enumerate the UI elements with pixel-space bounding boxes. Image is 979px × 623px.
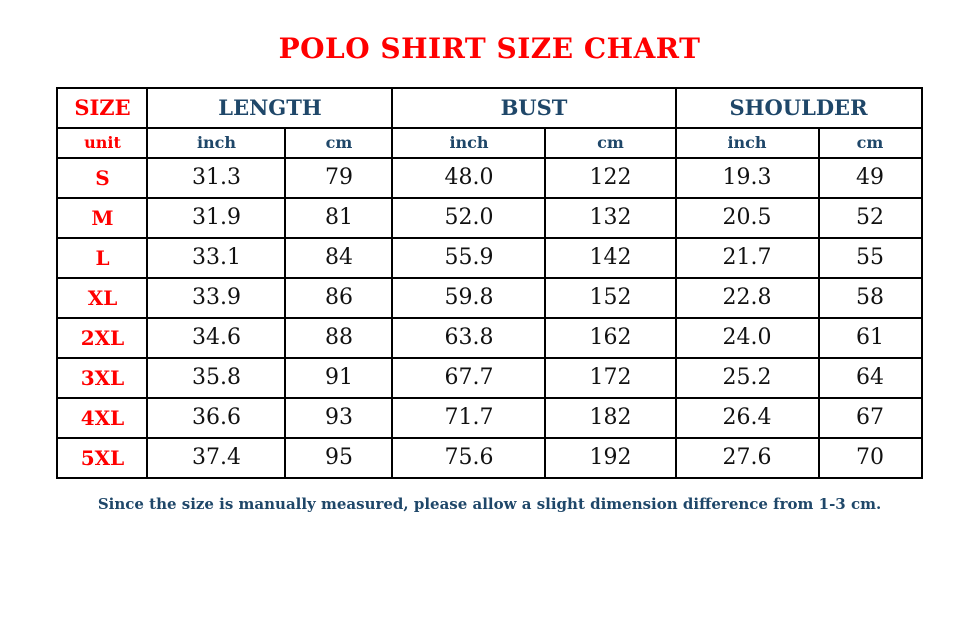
measurement-value: 55.9 bbox=[392, 238, 545, 278]
measurement-value: 91 bbox=[285, 358, 392, 398]
size-label: M bbox=[57, 198, 147, 238]
header-shoulder: SHOULDER bbox=[676, 88, 922, 128]
header-length: LENGTH bbox=[147, 88, 392, 128]
column-group-header-row bbox=[57, 88, 921, 128]
measurement-value: 67 bbox=[819, 398, 922, 438]
unit-header-row bbox=[57, 128, 921, 158]
measurement-value: 35.8 bbox=[147, 358, 285, 398]
table-row bbox=[57, 398, 921, 438]
measurement-value: 84 bbox=[285, 238, 392, 278]
measurement-value: 162 bbox=[545, 318, 675, 358]
measurement-value: 122 bbox=[545, 158, 675, 198]
header-size: SIZE bbox=[57, 88, 147, 128]
measurement-value: 70 bbox=[819, 438, 922, 478]
measurement-value: 71.7 bbox=[392, 398, 545, 438]
measurement-value: 59.8 bbox=[392, 278, 545, 318]
size-label: 3XL bbox=[57, 358, 147, 398]
measurement-value: 27.6 bbox=[676, 438, 819, 478]
measurement-value: 79 bbox=[285, 158, 392, 198]
measurement-value: 55 bbox=[819, 238, 922, 278]
size-label: 2XL bbox=[57, 318, 147, 358]
measurement-value: 152 bbox=[545, 278, 675, 318]
measurement-value: 37.4 bbox=[147, 438, 285, 478]
measurement-note: Since the size is manually measured, please allow a slight dimension difference from 1-3 cm. bbox=[97, 494, 882, 513]
measurement-value: 22.8 bbox=[676, 278, 819, 318]
measurement-value: 67.7 bbox=[392, 358, 545, 398]
table-row bbox=[57, 358, 921, 398]
unit-length-inch: inch bbox=[147, 128, 285, 158]
table-row bbox=[57, 158, 921, 198]
measurement-value: 142 bbox=[545, 238, 675, 278]
unit-label: unit bbox=[57, 128, 147, 158]
measurement-value: 182 bbox=[545, 398, 675, 438]
table-row bbox=[57, 238, 921, 278]
measurement-value: 20.5 bbox=[676, 198, 819, 238]
measurement-value: 63.8 bbox=[392, 318, 545, 358]
measurement-value: 88 bbox=[285, 318, 392, 358]
measurement-value: 21.7 bbox=[676, 238, 819, 278]
unit-shoulder-inch: inch bbox=[676, 128, 819, 158]
size-label: 4XL bbox=[57, 398, 147, 438]
size-label: 5XL bbox=[57, 438, 147, 478]
size-rows-body bbox=[57, 158, 921, 478]
unit-shoulder-cm: cm bbox=[819, 128, 922, 158]
size-label: S bbox=[57, 158, 147, 198]
measurement-value: 49 bbox=[819, 158, 922, 198]
measurement-value: 95 bbox=[285, 438, 392, 478]
measurement-value: 19.3 bbox=[676, 158, 819, 198]
measurement-value: 31.3 bbox=[147, 158, 285, 198]
size-label: XL bbox=[57, 278, 147, 318]
measurement-value: 132 bbox=[545, 198, 675, 238]
measurement-value: 26.4 bbox=[676, 398, 819, 438]
measurement-value: 24.0 bbox=[676, 318, 819, 358]
unit-bust-cm: cm bbox=[545, 128, 675, 158]
measurement-value: 81 bbox=[285, 198, 392, 238]
measurement-value: 36.6 bbox=[147, 398, 285, 438]
measurement-value: 52 bbox=[819, 198, 922, 238]
measurement-value: 192 bbox=[545, 438, 675, 478]
table-row bbox=[57, 278, 921, 318]
page-title: POLO SHIRT SIZE CHART bbox=[278, 32, 701, 65]
measurement-value: 31.9 bbox=[147, 198, 285, 238]
measurement-value: 25.2 bbox=[676, 358, 819, 398]
measurement-value: 33.1 bbox=[147, 238, 285, 278]
header-bust: BUST bbox=[392, 88, 675, 128]
table-row bbox=[57, 318, 921, 358]
table-row bbox=[57, 438, 921, 478]
measurement-value: 48.0 bbox=[392, 158, 545, 198]
measurement-value: 64 bbox=[819, 358, 922, 398]
measurement-value: 93 bbox=[285, 398, 392, 438]
measurement-value: 172 bbox=[545, 358, 675, 398]
unit-bust-inch: inch bbox=[392, 128, 545, 158]
measurement-value: 52.0 bbox=[392, 198, 545, 238]
unit-length-cm: cm bbox=[285, 128, 392, 158]
measurement-value: 86 bbox=[285, 278, 392, 318]
measurement-value: 75.6 bbox=[392, 438, 545, 478]
size-chart-table bbox=[56, 87, 922, 479]
measurement-value: 58 bbox=[819, 278, 922, 318]
size-label: L bbox=[57, 238, 147, 278]
measurement-value: 34.6 bbox=[147, 318, 285, 358]
measurement-value: 33.9 bbox=[147, 278, 285, 318]
measurement-value: 61 bbox=[819, 318, 922, 358]
table-row bbox=[57, 198, 921, 238]
